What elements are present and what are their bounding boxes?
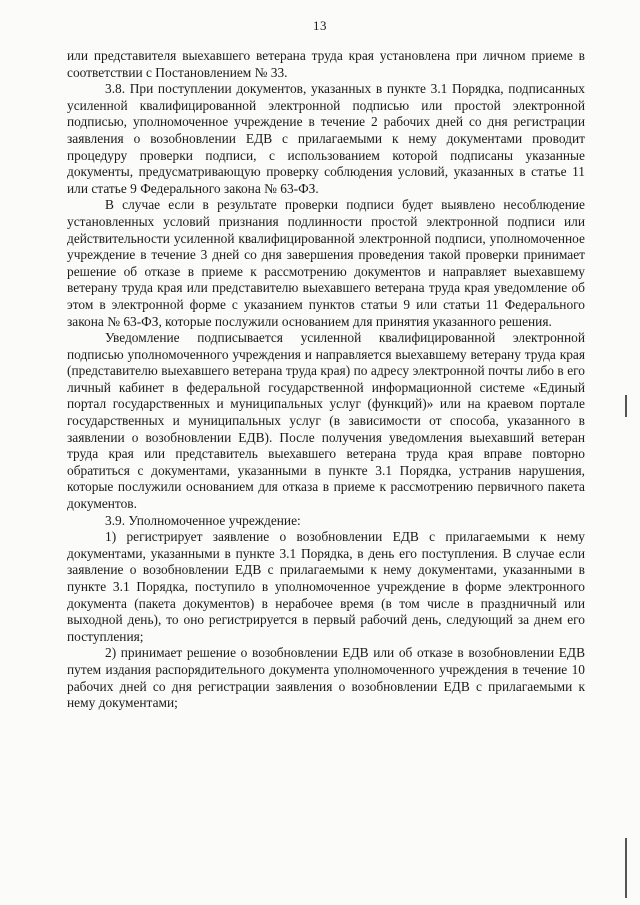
paragraph-4: Уведомление подписывается усиленной квалифицированной электронной подписью уполномоченного учреждения и направляется выехавшему ветерану труда края (представителю выехавшего ветерана труда края) по адресу электронной почты либо в его личный кабинет в федеральной государственной информационной системе «Единый портал государственных и муниципальных услуг (функций)» или на краевом портале государственных и муниципальных услуг (в зависимости от способа, указанного в заявлении о возобновлении ЕДВ). После получения уведомления выехавший ветеран труда края или представитель выехавшего ветерана труда края вправе повторно обратиться с документами, указанными в пункте 3.1 Порядка, устранив нарушения, которые послужили основанием для отказа в приеме к рассмотрению первичного пакета документов. [67,330,585,512]
document-body [67,48,585,712]
paragraph-1: или представителя выехавшего ветерана труда края установлена при личном приеме в соответствии с Постановлением № 33. [67,48,585,80]
scan-edge-mark [625,395,627,417]
paragraph-3: В случае если в результате проверки подписи будет выявлено несоблюдение установленных условий признания подлинности простой электронной подписи или действительности усиленной квалифицированной электронной подписи, уполномоченное учреждение в течение 3 дней со дня завершения проведения такой проверки принимает решение об отказе в приеме к рассмотрению документов и направляет выехавшему ветерану труда края или представителю выехавшего ветерана труда края уведомление об этом в электронной форме с указанием пунктов статьи 9 или статьи 11 Федерального закона № 63-ФЗ, которые послужили основанием для принятия указанного решения. [67,197,585,329]
paragraph-2: 3.8. При поступлении документов, указанных в пункте 3.1 Порядка, подписанных усиленной квалифицированной электронной подписью или простой электронной подписью, уполномоченное учреждение в течение 2 рабочих дней со дня регистрации заявления о возобновлении ЕДВ с прилагаемыми к нему документами проводит процедуру проверки подписи, с использованием которой подписаны указанные документы, предусматривающую проверку соблюдения условий, указанных в статье 11 или статье 9 Федерального закона № 63-ФЗ. [67,81,585,196]
paragraph-7: 2) принимает решение о возобновлении ЕДВ или об отказе в возобновлении ЕДВ путем издания распорядительного документа уполномоченного учреждения в течение 10 рабочих дней со дня регистрации заявления о возобновлении ЕДВ с прилагаемыми к нему документами; [67,645,585,711]
scan-edge-mark [625,838,627,898]
paragraph-6: 1) регистрирует заявление о возобновлении ЕДВ с прилагаемыми к нему документами, указанными в пункте 3.1 Порядка, в день его поступления. В случае если заявление о возобновлении ЕДВ с прилагаемыми к нему документами, указанными в пункте 3.1 Порядка, поступило в уполномоченное учреждение в форме электронного документа (пакета документов) в нерабочее время (в том числе в праздничный или выходной день), то оно регистрируется в первый рабочий день, следующий за днем его поступления; [67,529,585,644]
paragraph-5: 3.9. Уполномоченное учреждение: [105,512,301,528]
page-number: 13 [313,18,327,33]
